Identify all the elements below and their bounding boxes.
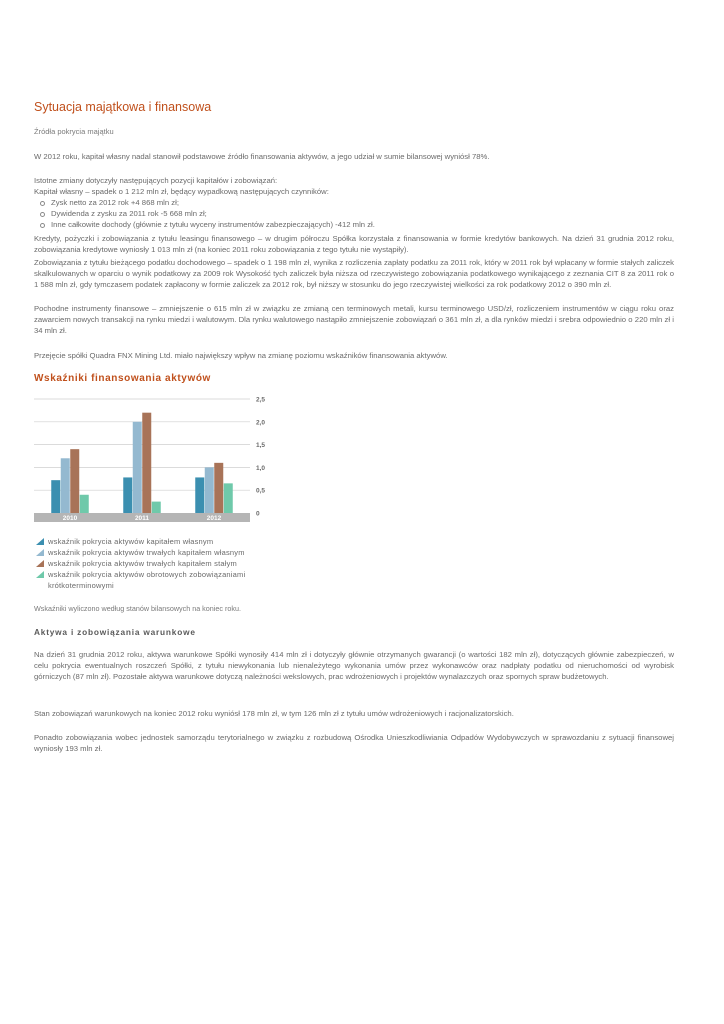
quadra-paragraph: Przejęcie spółki Quadra FNX Mining Ltd. miało największy wpływ na zmianę poziomu wskaźników finansowania aktywów. [34,351,448,360]
x-tick-label: 2011 [134,515,150,522]
legend-label: wskaźnik pokrycia aktywów obrotowych zobowiązaniami krótkoterminowymi [48,570,246,590]
bar-2012-series-4 [224,483,233,513]
bar-chart [34,390,284,530]
chart-note: Wskaźniki wyliczono według stanów bilansowych na koniec roku. [34,604,241,613]
y-tick-label: 2,5 [256,396,266,404]
legend-swatch [36,538,44,545]
tax-paragraph: Zobowiązania z tytułu bieżącego podatku dochodowego – spadek o 1 198 mln zł, wynika z rozliczenia zapłaty podatku za 2011 rok, który w 2011 rok był wpłacany w formie stałych zaliczek skalkulowanych w oparciu o wynik podatkowy za 2009 rok Wysokość tych zaliczek była niższa od rzeczywistego zobowiązania podatkowego wynikającego z zeznania CIT 8 za 2011 rok o 1 588 mln zł, gdy tymczasem podatek zapłacony w formie zaliczek za 2012 rok, był niższy w stosunku do jego rzeczywistej wielkości za rok podatkowy 2012 o 390 mln zł. [34,258,674,290]
contingent-paragraph-2: Stan zobowiązań warunkowych na koniec 2012 roku wyniósł 178 mln zł, w tym 126 mln zł z tytułu umów wdrożeniowych i racjonalizatorskich. [34,709,514,718]
list-item: Zysk netto za 2012 rok +4 868 mln zł; [34,197,674,208]
bar-2010-series-1 [51,480,60,513]
legend-item [34,558,294,569]
bar-2012-series-3 [214,463,223,513]
equity-bullet-list [34,197,674,231]
bar-2010-series-4 [80,495,89,513]
legend-swatch [36,571,44,578]
bar-2011-series-2 [133,422,142,513]
equity-line: Kapitał własny – spadek o 1 212 mln zł, będący wypadkową następujących czynników: [34,187,329,196]
list-item: Inne całkowite dochody (głównie z tytułu wyceny instrumentów zabezpieczających) -412 mln zł. [34,219,674,230]
intro-paragraph: W 2012 roku, kapitał własny nadal stanowił podstawowe źródło finansowania aktywów, a jego udział w sumie bilansowej wyniósł 78%. [34,152,490,161]
legend-item [34,569,294,591]
legend-label: wskaźnik pokrycia aktywów trwałych kapitałem stałym [48,559,238,568]
y-tick-label: 1,0 [256,464,266,472]
x-tick-label: 2010 [62,515,78,522]
y-tick-label: 0 [256,510,260,518]
bar-2010-series-2 [61,458,70,513]
legend-item [34,547,294,558]
legend-item [34,536,294,547]
bar-2010-series-3 [70,449,79,513]
changes-lead: Istotne zmiany dotyczyły następujących pozycji kapitałów i zobowiązań: [34,176,278,185]
legend-label: wskaźnik pokrycia aktywów trwałych kapitałem własnym [48,548,245,557]
bar-2012-series-2 [205,467,214,513]
legend-swatch [36,560,44,567]
contingent-paragraph-1: Na dzień 31 grudnia 2012 roku, aktywa warunkowe Spółki wynosiły 414 mln zł i dotyczyły głównie otrzymanych gwarancji (o wartości 182 mln zł), dotyczących głównie zabezpieczeń, w celu pokrycia ewentualnych roszczeń Spółki, z tytułu niewykonania lub nienależytego wykonania umów przez wykonawców oraz nadpłaty podatku od nieruchomości od wyrobisk górniczych (87 mln zł). Pozostałe aktywa warunkowe dotyczą należności wekslowych, prac wdrożeniowych i projektów wynalazczych oraz spornych spraw budżetowych. [34,650,674,682]
chart-legend [34,536,294,591]
page-title: Sytuacja majątkowa i finansowa [34,100,212,114]
chart-title: Wskaźniki finansowania aktywów [34,373,211,384]
legend-swatch [36,549,44,556]
credits-paragraph: Kredyty, pożyczki i zobowiązania z tytułu leasingu finansowego – w drugim półroczu Spółka korzystała z finansowania w formie kredytów bankowych. Na dzień 31 grudnia 2012 roku, zobowiązania kredytowe wyniosły 1 013 mln zł (na koniec 2011 roku zobowiązania z tego tytułu nie wystąpiły). [34,234,674,255]
bar-2012-series-1 [195,477,204,513]
derivatives-paragraph: Pochodne instrumenty finansowe – zmniejszenie o 615 mln zł w związku ze zmianą cen terminowych metali, kursu terminowego USD/zł, rozliczeniem instrumentów w ciągu roku oraz zawarciem nowych transakcji na rynku miedzi i walutowym. Dla rynku walutowego nastąpiło zmniejszenie zobowiązań o 361 mln zł, a dla rynków miedzi i srebra odpowiednio o 220 mln zł i 34 mln zł. [34,304,674,336]
y-tick-label: 2,0 [256,419,266,427]
bar-2011-series-3 [142,413,151,513]
contingent-paragraph-3: Ponadto zobowiązania wobec jednostek samorządu terytorialnego w związku z rozbudową Ośrodka Unieszkodliwiania Odpadów Wydobywczych w sprawozdaniu z sytuacji finansowej wyniosły 193 mln zł. [34,733,674,754]
bar-2011-series-1 [123,477,132,513]
y-tick-label: 0,5 [256,487,266,495]
x-tick-label: 2012 [206,515,222,522]
legend-label: wskaźnik pokrycia aktywów kapitałem własnym [48,537,214,546]
contingent-title: Aktywa i zobowiązania warunkowe [34,627,196,637]
section-subtitle: Źródła pokrycia majątku [34,127,114,136]
bar-2011-series-4 [152,502,161,513]
y-tick-label: 1,5 [256,442,266,450]
list-item: Dywidenda z zysku za 2011 rok -5 668 mln zł; [34,208,674,219]
